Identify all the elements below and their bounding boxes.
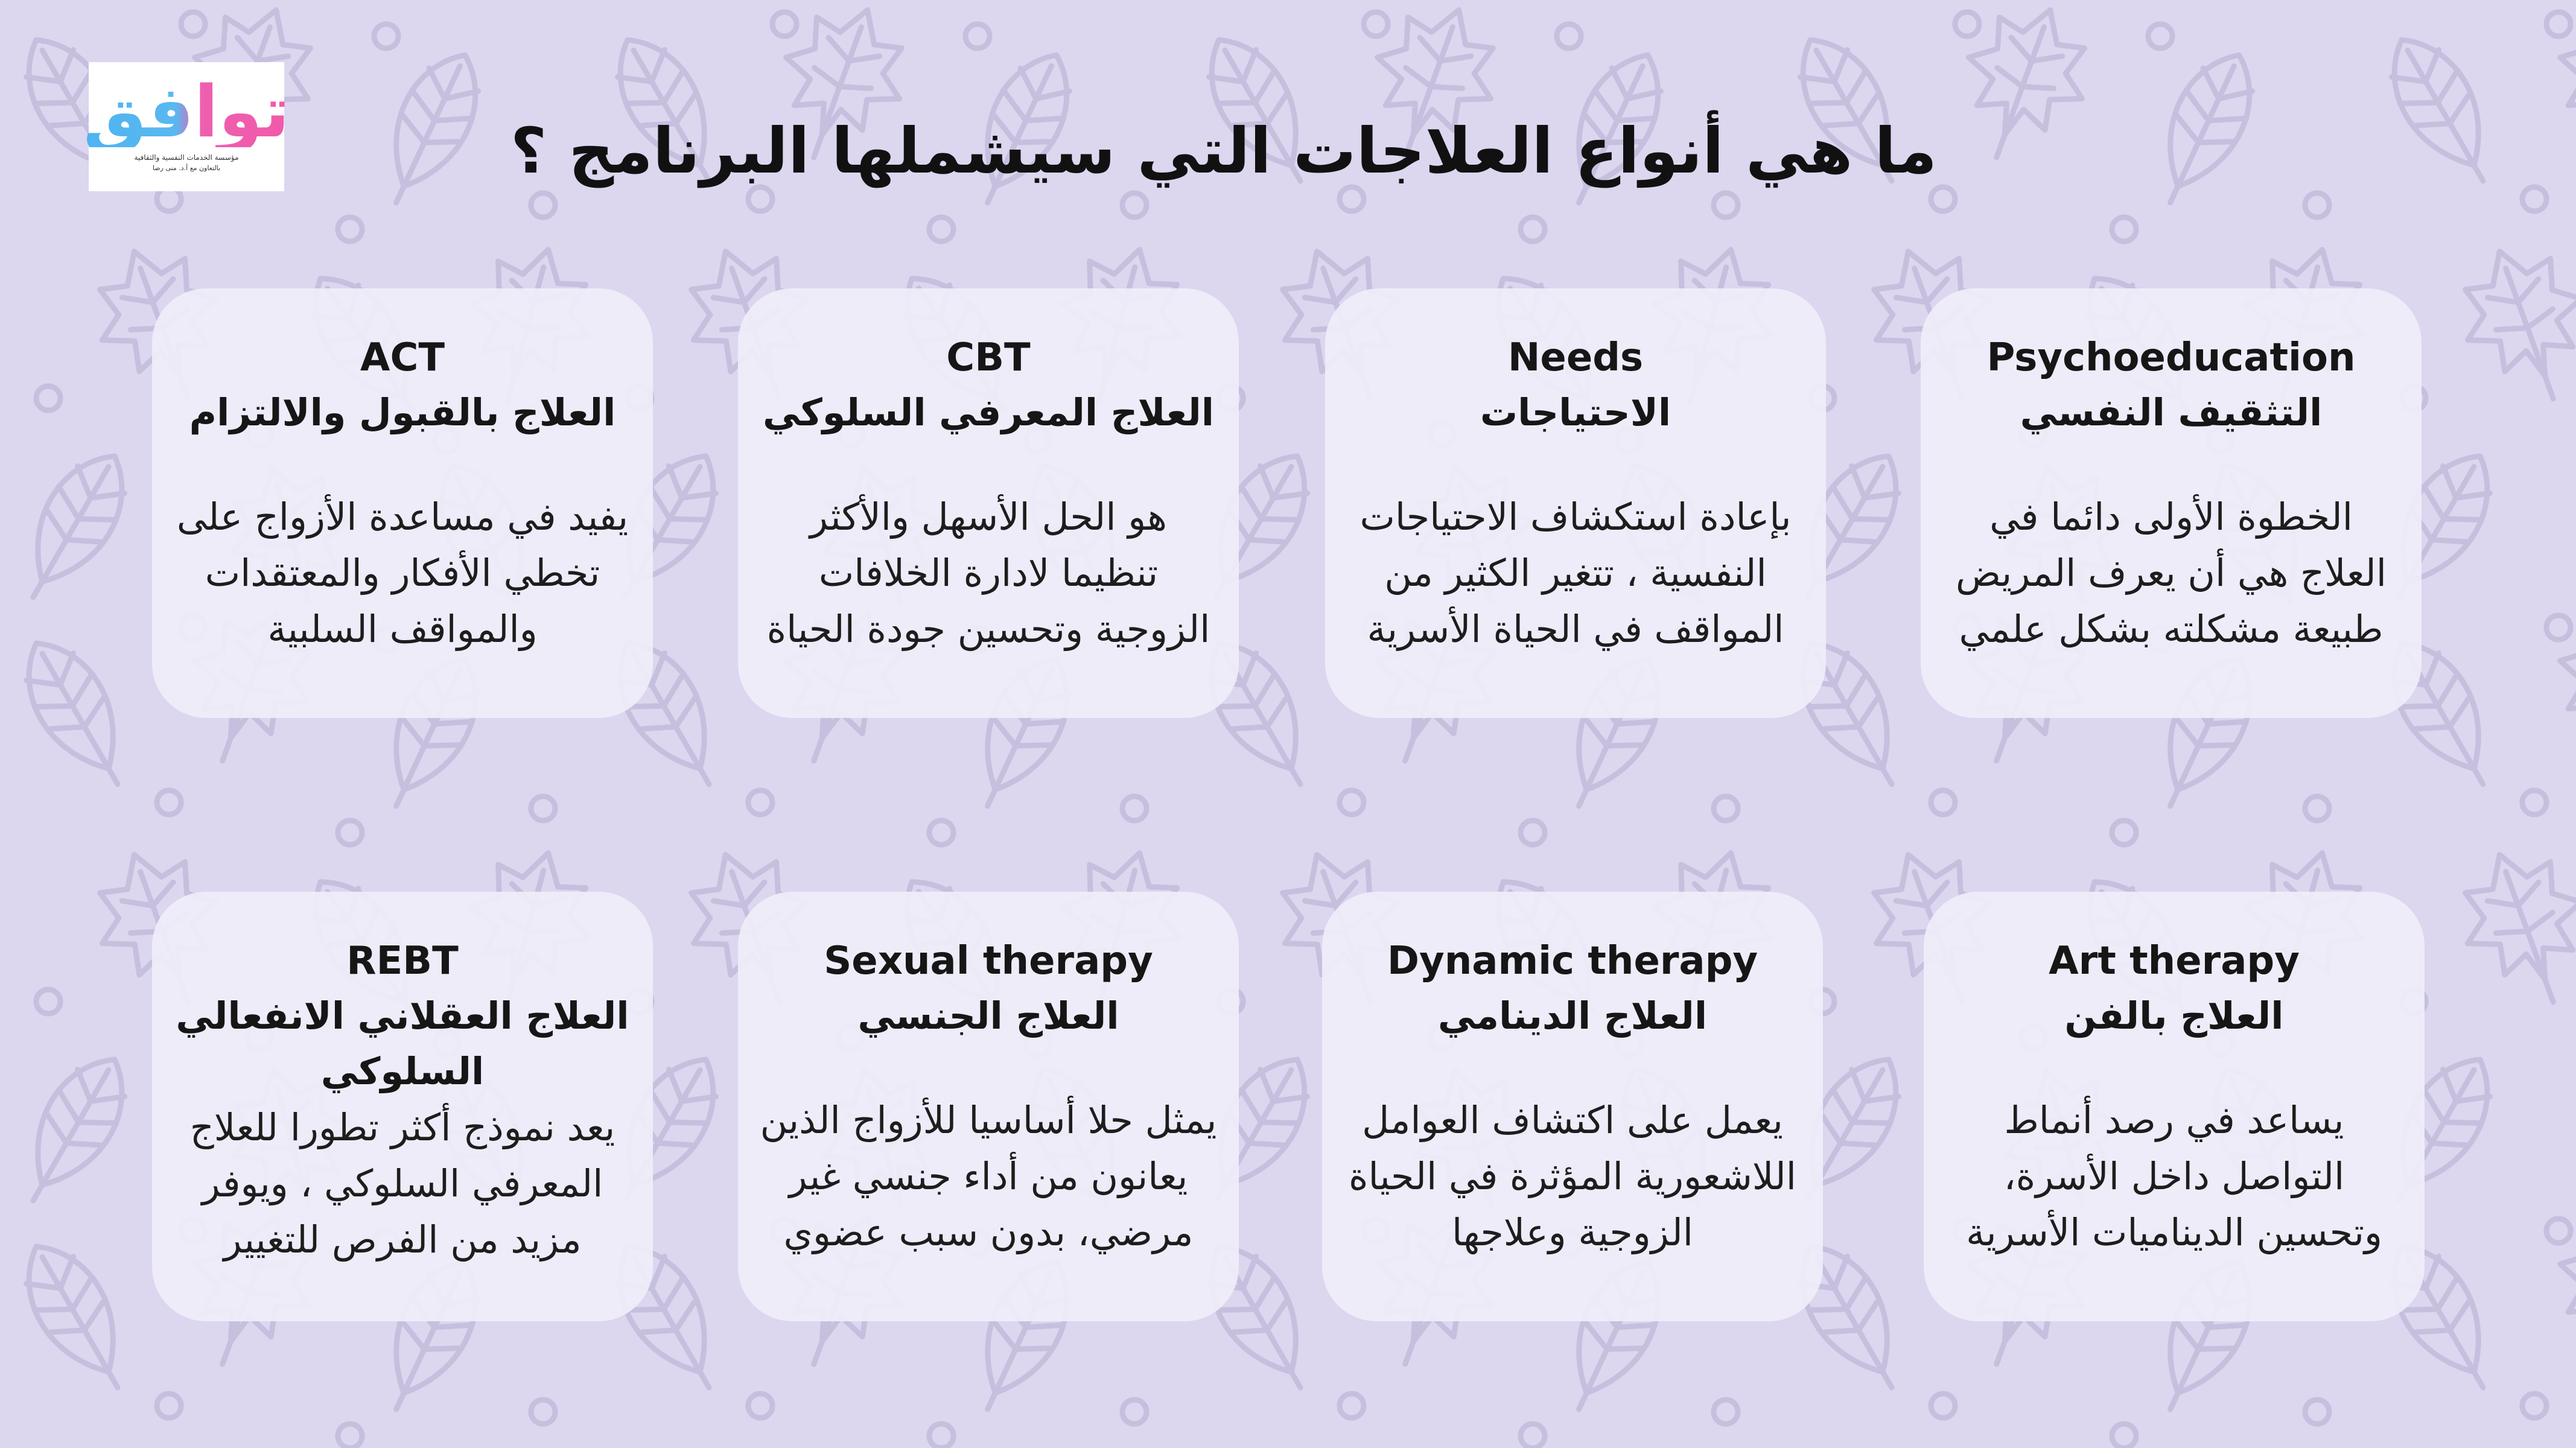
card-english-name: CBT	[946, 335, 1031, 380]
logo-credit: بالتعاون مع أ.د. منى رضا	[152, 164, 221, 172]
card-arabic-name: العلاج المعرفي السلوكي	[762, 390, 1215, 434]
card-english-name: Psychoeducation	[1986, 335, 2356, 380]
card-english-name: REBT	[346, 939, 459, 983]
card-arabic-name: العلاج الدينامي	[1437, 994, 1708, 1038]
card-psychoeducation	[1921, 288, 2422, 718]
card-arabic-name: التثقيف النفسي	[2020, 390, 2323, 434]
card-english-name: Dynamic therapy	[1387, 939, 1758, 983]
card-act	[152, 288, 653, 718]
card-rebt	[152, 892, 653, 1321]
card-description: الخطوة الأولى دائما في العلاج هي أن يعرف المريض طبيعة مشكلته بشكل علمي	[1955, 495, 2387, 651]
card-english-name: ACT	[360, 335, 445, 380]
card-description: هو الحل الأسهل والأكثر تنظيما لادارة الخلافات الزوجية وتحسين جودة الحياة	[766, 495, 1210, 651]
card-description: يفيد في مساعدة الأزواج على تخطي الأفكار والمعتقدات والمواقف السلبية	[176, 495, 629, 651]
logo-tagline: مؤسسة الخدمات النفسية والثقافية	[134, 153, 239, 162]
card-description: بإعادة استكشاف الاحتياجات النفسية ، تتغير الكثير من المواقف في الحياة الأسرية	[1360, 495, 1792, 651]
logo-wordmark: توافق	[83, 69, 290, 153]
card-arabic-name: العلاج بالفن	[2064, 994, 2284, 1038]
card-sexual-therapy	[738, 892, 1239, 1321]
card-arabic-name: العلاج الجنسي	[857, 994, 1119, 1038]
tawafuq-logo	[83, 62, 290, 191]
card-description: يساعد في رصد أنماط التواصل داخل الأسرة، وتحسين الديناميات الأسرية	[1966, 1098, 2382, 1254]
card-description: يمثل حلا أساسيا للأزواج الذين يعانون من أداء جنسي غير مرضي، بدون سبب عضوي	[760, 1098, 1217, 1254]
card-arabic-name: الاحتياجات	[1480, 390, 1671, 434]
card-english-name: Sexual therapy	[824, 939, 1153, 983]
card-description: يعد نموذج أكثر تطورا للعلاج المعرفي السلوكي ، ويوفر مزيد من الفرص للتغيير	[189, 1105, 615, 1262]
card-dynamic-therapy	[1322, 892, 1823, 1321]
card-needs	[1325, 288, 1826, 718]
card-art-therapy	[1924, 892, 2425, 1321]
card-cbt	[738, 288, 1239, 718]
card-arabic-name: العلاج العقلاني الانفعالي السلوكي	[176, 994, 629, 1093]
card-arabic-name: العلاج بالقبول والالتزام	[189, 390, 616, 434]
page-title: ما هي أنواع العلاجات التي سيشملها البرنامج ؟	[510, 114, 1937, 188]
card-english-name: Art therapy	[2049, 939, 2300, 983]
card-english-name: Needs	[1507, 335, 1644, 380]
card-description: يعمل على اكتشاف العوامل اللاشعورية المؤثرة في الحياة الزوجية وعلاجها	[1348, 1098, 1797, 1254]
